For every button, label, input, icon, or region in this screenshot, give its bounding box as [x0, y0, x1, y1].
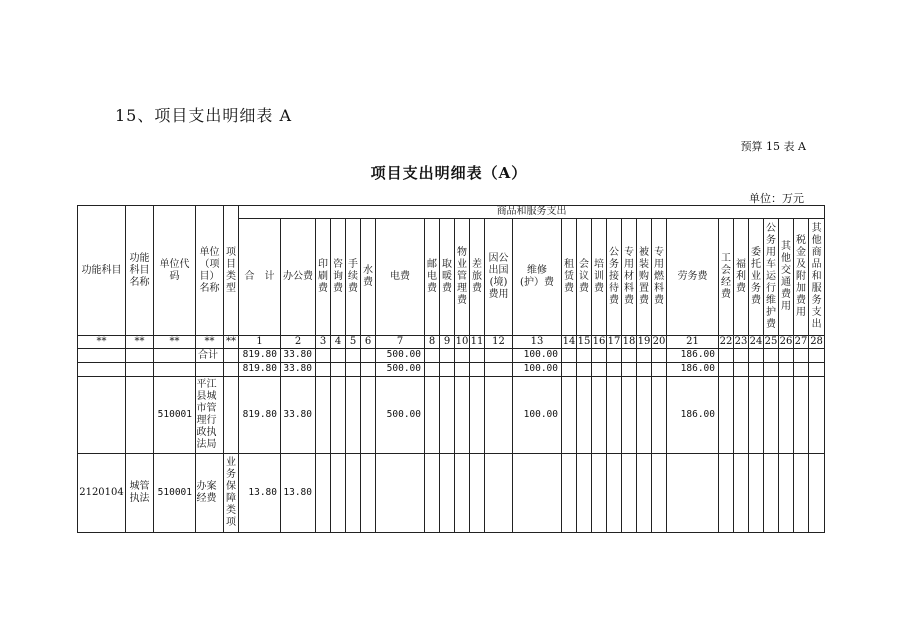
cell-total: 819.80	[239, 377, 281, 454]
col-transport: 其他交通费用	[779, 219, 794, 336]
cell-code: 510001	[154, 454, 196, 533]
col-travel: 差旅费	[470, 219, 485, 336]
index-cell: 8	[425, 336, 440, 349]
col-water: 水费	[361, 219, 376, 336]
cell-func	[78, 349, 126, 363]
index-cell: 18	[622, 336, 636, 348]
index-cell: 21	[667, 336, 719, 349]
col-heating: 取暖费	[440, 219, 455, 336]
index-cell: 19	[637, 336, 651, 348]
cell-labor	[667, 454, 719, 533]
col-printing: 印刷费	[316, 219, 331, 336]
cell-office: 33.80	[281, 349, 316, 363]
index-cell: 11	[470, 336, 484, 348]
index-cell: 1	[239, 336, 281, 349]
cell-maintenance: 100.00	[513, 349, 562, 363]
cell-name: 平江县城市管理行政执法局	[196, 377, 224, 454]
cell-type: 业务保障类项	[224, 454, 239, 533]
cell-labor: 186.00	[667, 377, 719, 454]
col-vehicle: 公务用车运行维护费	[764, 219, 779, 336]
cell-func-name: 城管执法	[126, 454, 154, 533]
cell-maintenance: 100.00	[513, 377, 562, 454]
cell-maintenance	[513, 454, 562, 533]
cell-code: 510001	[154, 377, 196, 454]
index-cell: **	[224, 336, 239, 349]
index-cell: 6	[361, 336, 376, 349]
col-training: 培训费	[592, 219, 607, 336]
cell-electricity	[376, 454, 425, 533]
index-cell: 23	[734, 336, 748, 348]
table-row	[78, 377, 825, 454]
cell-office: 33.80	[281, 377, 316, 454]
cell-labor: 186.00	[667, 363, 719, 377]
col-rent: 租赁费	[562, 219, 577, 336]
cell-electricity: 500.00	[376, 363, 425, 377]
index-cell: 24	[749, 336, 763, 348]
cell-func	[78, 363, 126, 377]
cell-func: 2120104	[78, 454, 126, 533]
index-cell: 14	[562, 336, 576, 348]
table-title: 项目支出明细表（A）	[370, 164, 528, 182]
index-cell: 22	[719, 336, 733, 348]
col-labor: 劳务费	[667, 219, 719, 336]
col-tax: 税金及附加费用	[794, 219, 809, 336]
col-union: 工会经费	[719, 219, 734, 336]
index-cell: 3	[316, 336, 331, 349]
col-project-type: 项目类型	[224, 206, 239, 336]
col-uniform: 被装购置费	[637, 219, 652, 336]
col-fuel: 专用燃料费	[652, 219, 667, 336]
index-cell: 2	[281, 336, 316, 349]
cell-total: 819.80	[239, 349, 281, 363]
col-welfare: 福利费	[734, 219, 749, 336]
cell-func-name	[126, 363, 154, 377]
index-cell: 25	[764, 336, 778, 348]
col-reception: 公务接待费	[607, 219, 622, 336]
cell-office: 13.80	[281, 454, 316, 533]
table-row	[78, 349, 825, 363]
cell-code	[154, 363, 196, 377]
col-handling: 手续费	[346, 219, 361, 336]
group-header-goods-services: 商品和服务支出	[239, 206, 825, 219]
col-office: 办公费	[281, 219, 316, 336]
index-cell: 5	[346, 336, 361, 349]
col-property: 物业管理费	[455, 219, 470, 336]
index-cell: **	[126, 336, 154, 349]
cell-office: 33.80	[281, 363, 316, 377]
cell-electricity: 500.00	[376, 377, 425, 454]
col-func-subject-name: 功能科目名称	[126, 206, 154, 336]
col-materials: 专用材料费	[622, 219, 637, 336]
index-cell: 7	[376, 336, 425, 349]
section-title: 15、项目支出明细表 A	[115, 106, 293, 125]
cell-type	[224, 363, 239, 377]
cell-name: 合计	[196, 349, 224, 363]
cell-name: 办案经费	[196, 454, 224, 533]
cell-electricity: 500.00	[376, 349, 425, 363]
col-total: 合 计	[239, 219, 281, 336]
cell-type	[224, 349, 239, 363]
table-row	[78, 363, 825, 377]
cell-func-name	[126, 377, 154, 454]
table-row	[78, 454, 825, 533]
index-cell: 12	[485, 336, 513, 349]
cell-total: 819.80	[239, 363, 281, 377]
index-cell: **	[154, 336, 196, 349]
index-cell: 4	[331, 336, 346, 349]
col-unit-project-name: 单位（项目）名称	[196, 206, 224, 336]
col-consulting: 咨询费	[331, 219, 346, 336]
index-cell: 28	[810, 336, 823, 348]
col-func-subject: 功能科目	[78, 206, 126, 336]
col-electricity: 电费	[376, 219, 425, 336]
index-cell: 13	[513, 336, 562, 349]
cell-total: 13.80	[239, 454, 281, 533]
col-unit-code: 单位代码	[154, 206, 196, 336]
group-header-row	[78, 206, 825, 219]
index-cell: 26	[779, 336, 793, 348]
col-postal: 邮电费	[425, 219, 440, 336]
col-maintenance: 维修(护）费	[513, 219, 562, 336]
index-cell: 17	[607, 336, 621, 348]
index-cell: 27	[794, 336, 808, 348]
cell-type	[224, 377, 239, 454]
cell-labor: 186.00	[667, 349, 719, 363]
cell-name	[196, 363, 224, 377]
expenditure-table	[77, 205, 825, 533]
col-other: 其他商品和服务支出	[809, 219, 825, 336]
unit-label: 单位：万元	[749, 192, 804, 205]
form-code: 预算 15 表 A	[740, 140, 806, 153]
index-cell: **	[196, 336, 224, 349]
col-abroad: 因公出国(境)费用	[485, 219, 513, 336]
index-cell: 10	[455, 336, 469, 348]
cell-func-name	[126, 349, 154, 363]
index-cell: 15	[577, 336, 591, 348]
index-cell: 20	[652, 336, 666, 348]
index-cell: 9	[440, 336, 455, 349]
index-cell: 16	[592, 336, 606, 348]
cell-func	[78, 377, 126, 454]
col-meeting: 会议费	[577, 219, 592, 336]
index-cell: **	[78, 336, 126, 349]
cell-maintenance: 100.00	[513, 363, 562, 377]
col-entrusted: 委托业务费	[749, 219, 764, 336]
cell-code	[154, 349, 196, 363]
index-row	[78, 336, 825, 349]
